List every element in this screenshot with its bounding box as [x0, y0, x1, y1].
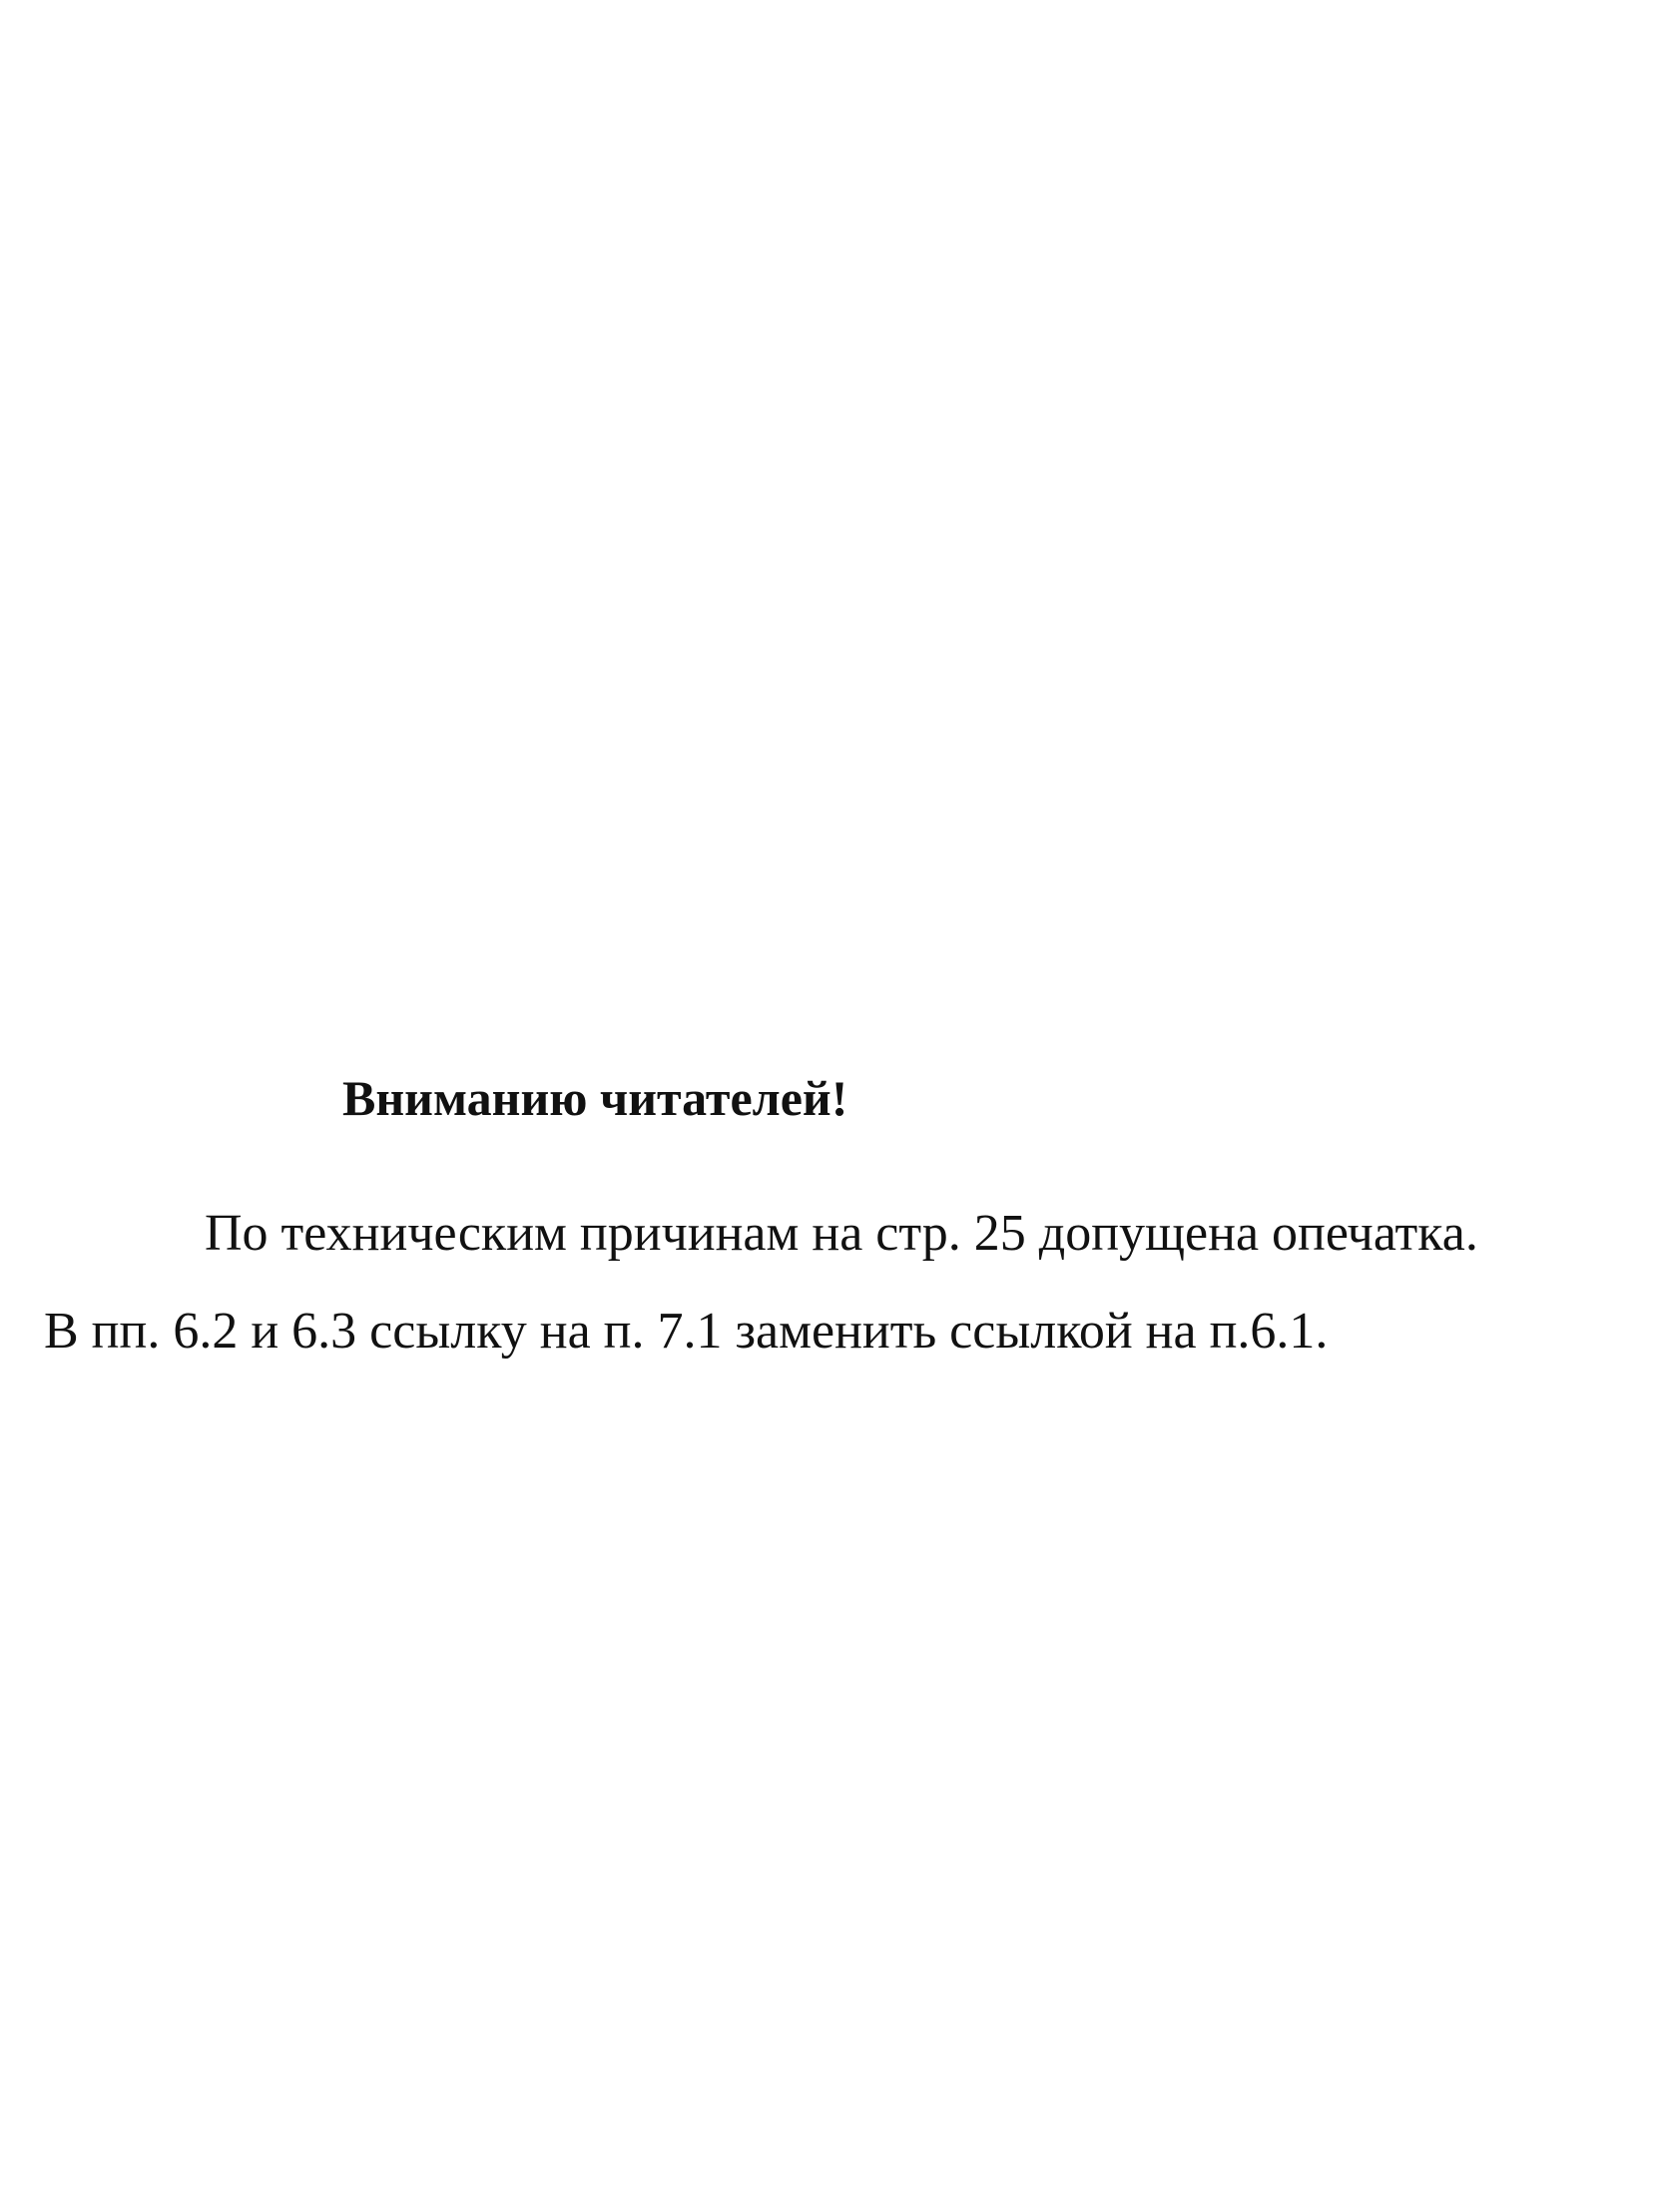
notice-title: Вниманию читателей! — [342, 1070, 848, 1126]
notice-text-line-1: По техническим причинам на стр. 25 допущена опечатка. — [205, 1205, 1478, 1262]
notice-text-line-2: В пп. 6.2 и 6.3 ссылку на п. 7.1 заменить ссылкой на п.6.1. — [44, 1303, 1329, 1360]
